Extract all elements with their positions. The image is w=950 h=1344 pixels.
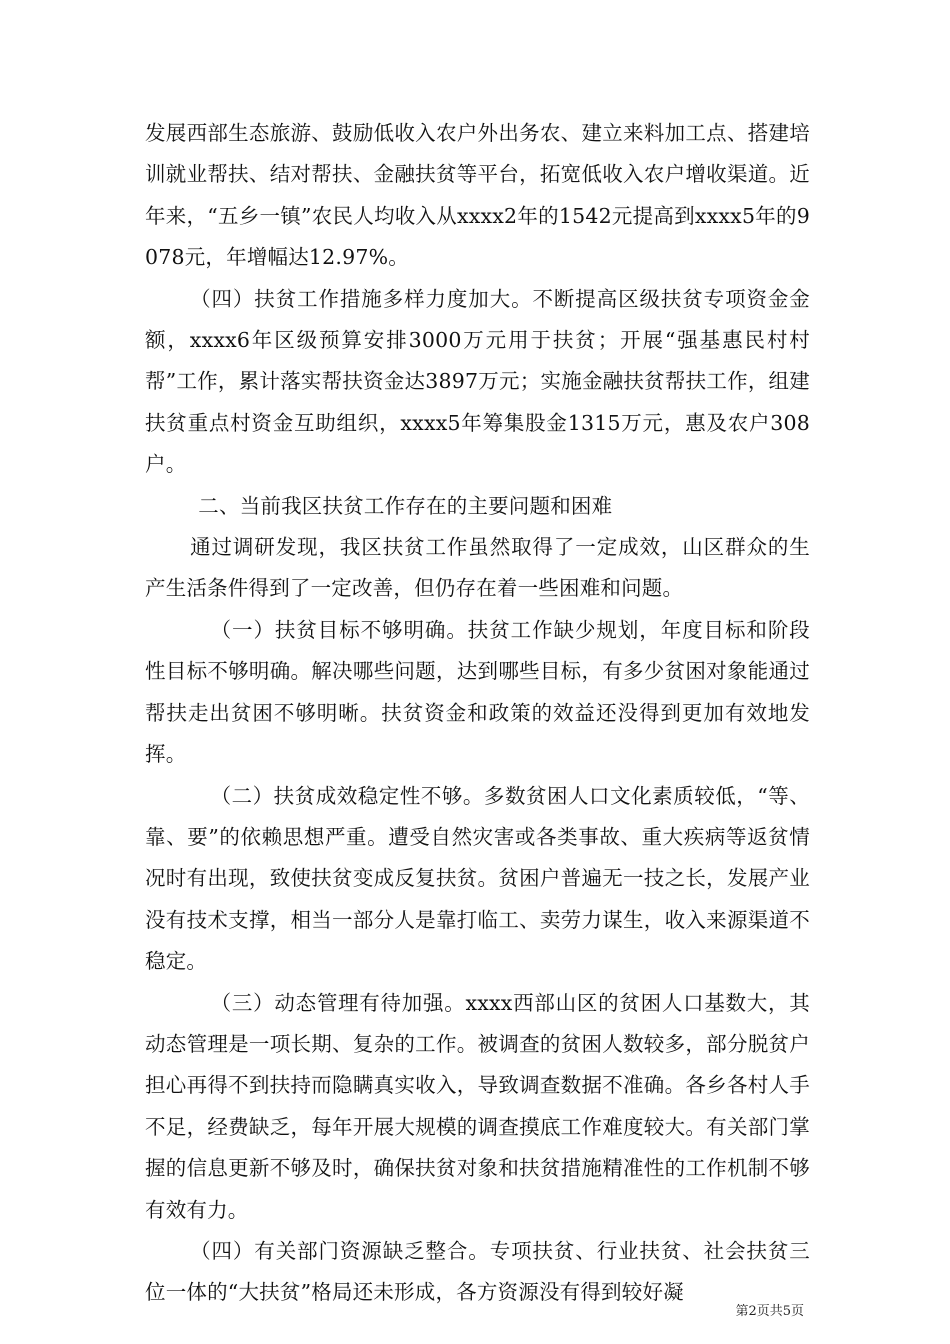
paragraph-unclear-goals: （一）扶贫目标不够明确。扶贫工作缺少规划，年度目标和阶段性目标不够明确。解决哪些问题，达到哪些目标，有多少贫困对象能通过帮扶走出贫困不够明晰。扶贫资金和政策的效益还没得到更加有效地发挥。 [145, 617, 810, 767]
paragraph-income-channels: 发展西部生态旅游、鼓励低收入农户外出务农、建立来料加工点、搭建培训就业帮扶、结对帮扶、金融扶贫等平台，拓宽低收入农户增收渠道。近年来，“五乡一镇”农民人均收入从xxxx2年的1542元提高到xxxx5年的9078元，年增幅达12.97%。 [145, 121, 810, 270]
paragraph-stability: （二）扶贫成效稳定性不够。多数贫困人口文化素质较低，“等、靠、要”的依赖思想严重。遭受自然灾害或各类事故、重大疾病等返贫情况时有出现，致使扶贫变成反复扶贫。贫困户普遍无一技之长，发展产业没有技术支撑，相当一部分人是靠打临工、卖劳力谋生，收入来源渠道不稳定。 [145, 783, 810, 974]
page-number-footer: 第2页共5页 [735, 1304, 804, 1319]
document-body [145, 113, 810, 1314]
section-heading-problems: 二、当前我区扶贫工作存在的主要问题和困难 [198, 493, 613, 518]
paragraph-resource-integration: （四）有关部门资源缺乏整合。专项扶贫、行业扶贫、社会扶贫三位一体的“大扶贫”格局还未形成，各方资源没有得到较好凝 [145, 1238, 810, 1305]
paragraph-survey-findings: 通过调研发现，我区扶贫工作虽然取得了一定成效，山区群众的生产生活条件得到了一定改善，但仍存在着一些困难和问题。 [145, 535, 810, 601]
paragraph-measures: （四）扶贫工作措施多样力度加大。不断提高区级扶贫专项资金金额，xxxx6年区级预算安排3000万元用于扶贫；开展“强基惠民村村帮”工作，累计落实帮扶资金达3897万元；实施金融扶贫帮扶工作，组建扶贫重点村资金互助组织，xxxx5年筹集股金1315万元，惠及农户308户。 [145, 286, 810, 477]
paragraph-dynamic-management: （三）动态管理有待加强。xxxx西部山区的贫困人口基数大，其动态管理是一项长期、复杂的工作。被调查的贫困人数较多，部分脱贫户担心再得不到扶持而隐瞒真实收入，导致调查数据不准确。各乡各村人手不足，经费缺乏，每年开展大规模的调查摸底工作难度较大。有关部门掌握的信息更新不够及时，确保扶贫对象和扶贫措施精准性的工作机制不够有效有力。 [145, 990, 810, 1222]
